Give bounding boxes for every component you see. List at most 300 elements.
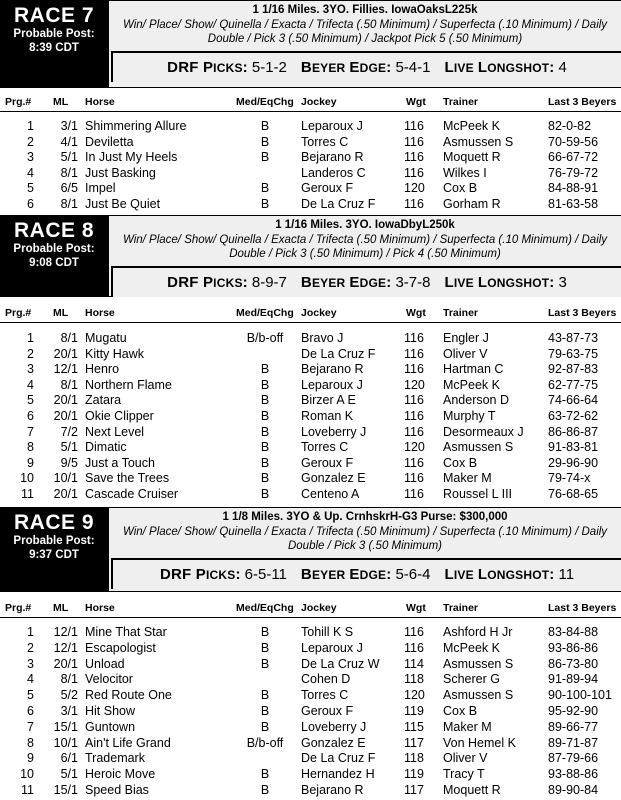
post-time: 9:37 CDT [29,549,79,561]
entry-wgt: 116 [404,471,424,486]
entry-prg: 2 [27,134,34,149]
entry-wgt: 119 [404,767,424,782]
edge-label-rest: DGE [359,61,387,75]
entry-jockey: De La Cruz F [301,346,376,361]
entry-beyers: 62-77-75 [548,377,599,392]
column-header-med: Med/EqChg [236,307,294,319]
entry-prg: 9 [27,751,34,766]
live-longshot-value: 4 [558,59,567,76]
picks-bar [111,558,621,589]
beyer-label [301,59,346,76]
entry-row [0,393,621,407]
entry-trainer: Cox B [443,704,478,718]
entry-prg: 1 [27,119,34,133]
entry-wgt: 116 [404,134,424,149]
entry-horse: Dimatic [85,440,127,455]
entry-horse: Zatara [85,393,122,408]
entry-horse: Red Route One [85,688,172,703]
column-header-horse: Horse [85,602,115,614]
entry-trainer: Hartman C [443,362,504,377]
beyer-edge-value: 5-4-1 [395,59,431,76]
entry-prg: 7 [27,424,34,439]
entry-beyers: 93-88-86 [548,767,599,782]
entry-horse: Just Be Quiet [85,197,161,211]
drf-picks-label-rest: ICKS [205,568,236,582]
entry-row [0,487,621,501]
entry-wgt: 116 [404,455,424,470]
entry-horse: Henro [85,362,120,377]
entry-row [0,641,621,655]
entry-prg: 8 [27,440,34,455]
entry-horse: Mine That Star [85,625,167,639]
edge-label [349,566,386,583]
entry-ml: 12/1 [53,625,78,639]
entry-wgt: 116 [404,119,424,133]
entry-ml: 6/5 [60,181,78,196]
entry-wgt: 116 [404,165,424,180]
entry-jockey: Loveberry J [301,719,367,734]
entry-wgt: 116 [404,424,424,439]
longshot-label-initial: L [477,59,488,76]
beyer-edge-value: 5-6-4 [395,566,431,583]
entry-wgt: 114 [404,656,424,671]
race-info [108,1,621,87]
entry-jockey: Torres C [301,134,349,149]
entry-row [0,471,621,485]
entry-horse: Just a Touch [85,455,155,470]
entry-trainer: Moquett R [443,150,501,165]
entry-ml: 8/1 [60,377,78,392]
entry-jockey: Geroux F [301,704,354,718]
race-header [0,507,621,592]
live-label [444,59,473,76]
entry-beyers: 87-79-66 [548,751,599,766]
column-header-prg: Prg.# [5,96,32,108]
edge-label [349,59,386,76]
live-label-initial: L [444,566,454,583]
entry-horse: Unload [85,656,125,671]
entry-jockey: Leparoux J [301,119,363,133]
entry-ml: 8/1 [60,197,78,211]
entry-ml: 20/1 [53,487,78,501]
entry-med: B [260,134,270,149]
live-longshot-colon: : [549,59,555,76]
entry-ml: 5/2 [60,688,78,703]
beyer-label-initial: B [300,566,312,583]
entry-row [0,425,621,439]
column-header-row [0,96,621,112]
entry-wgt: 120 [404,440,425,455]
entry-horse: Velocitor [85,672,133,687]
entry-jockey: Torres C [301,688,349,703]
entry-jockey: De La Cruz F [301,197,376,211]
entry-med: B [260,625,270,639]
entry-prg: 6 [27,409,34,423]
column-header-beyers: Last 3 Beyers [548,96,617,108]
entry-jockey: Cohen D [301,672,351,687]
post-time: 8:39 CDT [29,42,79,54]
entry-prg: 4 [27,377,34,392]
longshot-label-initial: L [477,566,488,583]
edge-label-rest: DGE [359,276,387,290]
beyer-label-rest: EYER [311,276,346,290]
entry-prg: 1 [27,331,34,345]
entry-jockey: Gonzalez E [301,735,366,750]
entry-med: B [260,640,270,655]
entry-jockey: De La Cruz W [301,656,380,671]
entry-row [0,672,621,686]
entry-jockey: Landeros C [301,165,366,180]
entry-med: B/b-off [246,331,284,345]
entry-ml: 5/1 [60,150,78,165]
entry-beyers: 91-83-81 [548,440,599,455]
entry-jockey: Bejarano R [301,783,364,797]
entry-ml: 8/1 [60,672,78,687]
entry-jockey: Centeno A [301,487,360,501]
picks-bar [111,51,621,82]
entry-ml: 20/1 [53,346,78,361]
entry-prg: 8 [27,735,34,750]
race-header [0,215,621,297]
live-label [444,566,473,583]
entry-row [0,736,621,750]
entry-trainer: Roussel L III [443,487,513,501]
entry-beyers: 83-84-88 [548,625,599,639]
entry-beyers: 76-68-65 [548,487,599,501]
entry-horse: In Just My Heels [85,150,178,165]
entry-row [0,166,621,180]
edge-label-initial: E [349,274,360,291]
entry-ml: 12/1 [53,362,78,377]
entry-med: B [260,767,270,782]
entry-med: B [260,377,270,392]
entry-jockey: Roman K [301,409,354,423]
entry-jockey: Bejarano R [301,150,364,165]
entry-prg: 9 [27,455,34,470]
entry-horse: Shimmering Allure [85,119,187,133]
entry-ml: 20/1 [53,393,78,408]
entry-jockey: De La Cruz F [301,751,376,766]
column-header-horse: Horse [85,307,115,319]
drf-picks-colon: : [242,274,248,291]
race-wagers: Win/ Place/ Show/ Quinella / Exacta / Trifecta (.50 Minimum) / Superfecta (.10 Minimum) / Daily Double / Pick 3 (.50 Minimum) [122,526,608,552]
entry-beyers: 79-63-75 [548,346,599,361]
beyer-label-initial: B [300,59,312,76]
entry-med: B [260,688,270,703]
entry-wgt: 116 [404,346,424,361]
entry-trainer: Asmussen S [443,656,514,671]
entry-med: B [260,197,270,211]
entry-row [0,720,621,734]
entry-wgt: 116 [404,393,424,408]
drf-picks-label-initial: DRF P [167,274,214,291]
entry-jockey: Loveberry J [301,424,367,439]
entry-ml: 15/1 [53,783,78,797]
entry-horse: Mugatu [85,331,127,345]
entry-horse: Heroic Move [85,767,156,782]
entry-prg: 4 [27,165,34,180]
probable-post-label: Probable Post: [13,28,95,40]
entry-wgt: 116 [404,625,424,639]
entry-row [0,625,621,639]
longshot-label [478,59,549,76]
entry-jockey: Tohill K S [301,625,354,639]
entry-wgt: 116 [404,331,424,345]
entry-beyers: 91-89-94 [548,672,599,687]
entry-jockey: Torres C [301,440,349,455]
column-header-jockey: Jockey [301,96,337,108]
entry-horse: Next Level [85,424,145,439]
post-time: 9:08 CDT [29,257,79,269]
beyer-edge-colon: : [386,274,392,291]
entry-med: B [260,181,270,196]
entry-prg: 5 [27,688,34,703]
entry-beyers: 66-67-72 [548,150,599,165]
entry-wgt: 118 [404,672,424,687]
entry-horse: Save the Trees [85,471,170,486]
entry-trainer: McPeek K [443,119,500,133]
entry-beyers: 43-87-73 [548,331,599,345]
entry-row [0,657,621,671]
entry-beyers: 89-90-84 [548,783,599,797]
longshot-label-initial: L [477,274,488,291]
entry-ml: 12/1 [53,640,78,655]
drf-picks-label-rest: ICKS [213,61,243,75]
entry-row [0,767,621,781]
entry-jockey: Geroux F [301,181,354,196]
entry-prg: 11 [21,783,34,797]
longshot-label-rest: ONGSHOT [487,568,550,582]
entry-jockey: Bravo J [301,331,344,345]
drf-picks-label-initial: DRF P [167,59,214,76]
entry-med: B [260,783,270,797]
entry-beyers: 86-86-87 [548,424,599,439]
entry-trainer: Asmussen S [443,440,514,455]
entry-wgt: 116 [404,150,424,165]
column-header-med: Med/EqChg [236,96,294,108]
race-number-box [0,216,108,296]
entry-jockey: Geroux F [301,455,354,470]
entry-beyers: 74-66-64 [548,393,599,408]
race-info [108,216,621,296]
column-header-row [0,602,621,618]
beyer-edge-value: 3-7-8 [395,274,431,291]
entry-wgt: 120 [404,688,425,703]
entry-trainer: Oliver V [443,346,488,361]
entry-beyers: 86-73-80 [548,656,599,671]
edge-label-rest: DGE [359,568,387,582]
entry-ml: 20/1 [53,656,78,671]
entry-wgt: 116 [404,362,424,377]
entry-prg: 3 [27,150,34,165]
column-header-wgt: Wgt [406,602,426,614]
entry-wgt: 116 [404,640,424,655]
probable-post-label: Probable Post: [13,243,95,255]
entry-prg: 2 [27,346,34,361]
entry-ml: 9/5 [60,455,78,470]
entry-trainer: Asmussen S [443,688,514,703]
entry-prg: 5 [27,181,34,196]
entry-med: B [260,424,270,439]
entry-ml: 20/1 [53,409,78,423]
entry-jockey: Gonzalez E [301,471,366,486]
entry-med: B [260,150,270,165]
entry-beyers: 29-96-90 [548,455,599,470]
entry-trainer: Wilkes I [443,165,487,180]
drf-picks-value: 8-9-7 [251,274,287,291]
drf-picks-label [160,566,235,583]
entry-wgt: 120 [404,181,425,196]
entry-row [0,783,621,797]
entry-beyers: 93-86-86 [548,640,599,655]
entry-med: B [260,471,270,486]
entry-row [0,456,621,470]
entry-horse: Okie Clipper [85,409,154,423]
entry-med: B/b-off [246,735,284,750]
entry-med: B [260,487,270,501]
column-header-prg: Prg.# [5,307,32,319]
drf-picks-colon: : [235,566,241,583]
entry-wgt: 115 [404,719,424,734]
entry-row [0,751,621,765]
entry-prg: 3 [27,656,34,671]
entry-horse: Cascade Cruiser [85,487,179,501]
column-header-trainer: Trainer [443,96,479,108]
edge-label [349,274,386,291]
live-longshot-value: 11 [558,566,575,583]
longshot-label-rest: ONGSHOT [487,61,550,75]
entry-prg: 6 [27,704,34,718]
entry-med: B [260,119,270,133]
entry-row [0,150,621,164]
entry-ml: 5/1 [60,767,78,782]
beyer-label [301,566,346,583]
column-header-beyers: Last 3 Beyers [548,602,617,614]
column-header-beyers: Last 3 Beyers [548,307,617,319]
column-header-row [0,307,621,323]
entry-med: B [260,409,270,423]
entry-beyers: 70-59-56 [548,134,599,149]
entry-row [0,688,621,702]
race-info [108,508,621,591]
edge-label-initial: E [349,59,360,76]
race-conditions: 1 1/16 Miles. 3YO. Fillies. IowaOaksL225k [252,4,478,16]
entry-row [0,409,621,423]
entry-row [0,331,621,345]
entry-beyers: 84-88-91 [548,181,599,196]
race-number: RACE 8 [13,219,95,242]
column-header-horse: Horse [85,96,115,108]
entry-prg: 1 [27,625,34,639]
entry-row [0,440,621,454]
beyer-label-rest: EYER [311,568,346,582]
entry-med: B [260,455,270,470]
entry-beyers: 81-63-58 [548,197,599,211]
entry-jockey: Leparoux J [301,377,363,392]
drf-picks-value: 6-5-11 [244,566,287,583]
live-label-initial: L [444,274,454,291]
race-conditions: 1 1/8 Miles. 3YO & Up. CrnhskrH-G3 Purse: $300,000 [222,511,508,523]
entry-beyers: 95-92-90 [548,704,599,718]
entry-row [0,347,621,361]
entry-ml: 8/1 [60,331,78,345]
entry-wgt: 116 [404,409,424,423]
entry-horse: Just Basking [85,165,156,180]
column-header-ml: ML [53,307,69,319]
entry-horse: Hit Show [85,704,136,718]
entry-trainer: Ashford H Jr [443,625,513,639]
entry-horse: Northern Flame [85,377,172,392]
longshot-label-rest: ONGSHOT [487,276,550,290]
drf-picks-label-rest: ICKS [213,276,243,290]
entry-jockey: Hernandez H [301,767,375,782]
entry-ml: 8/1 [60,165,78,180]
live-longshot-colon: : [549,274,555,291]
entry-trainer: Desormeaux J [443,424,524,439]
entry-ml: 4/1 [60,134,78,149]
entry-wgt: 116 [404,197,424,211]
column-header-med: Med/EqChg [236,602,294,614]
entry-prg: 4 [27,672,34,687]
drf-picks-label [167,274,242,291]
entry-trainer: Moquett R [443,783,501,797]
entry-prg: 3 [27,362,34,377]
longshot-label [478,274,549,291]
entry-prg: 10 [20,767,34,782]
entry-trainer: McPeek K [443,640,500,655]
entry-trainer: Oliver V [443,751,488,766]
drf-picks-label-initial: DRF P [159,566,206,583]
column-header-wgt: Wgt [406,307,426,319]
entry-trainer: Maker M [443,471,492,486]
entry-prg: 7 [27,719,34,734]
entry-ml: 6/1 [60,751,78,766]
entry-med: B [260,704,270,718]
entry-trainer: Murphy T [443,409,496,423]
entry-prg: 2 [27,640,34,655]
race-number: RACE 7 [13,4,95,27]
entry-prg: 6 [27,197,34,211]
column-header-trainer: Trainer [443,602,479,614]
entry-row [0,362,621,376]
entry-ml: 7/2 [60,424,78,439]
live-longshot-colon: : [549,566,555,583]
entry-trainer: Cox B [443,455,478,470]
entry-ml: 15/1 [53,719,78,734]
entry-ml: 10/1 [53,471,78,486]
entry-horse: Trademark [85,751,145,766]
entry-med: B [260,393,270,408]
probable-post-label: Probable Post: [13,535,95,547]
entry-ml: 5/1 [60,440,78,455]
entry-med: B [260,362,270,377]
picks-bar [111,266,621,297]
entry-ml: 3/1 [60,119,78,133]
entry-med: B [260,440,270,455]
entry-horse: Impel [85,181,116,196]
live-label-rest: IVE [453,61,474,75]
live-label [444,274,473,291]
column-header-jockey: Jockey [301,602,337,614]
column-header-ml: ML [53,96,69,108]
entry-wgt: 120 [404,377,425,392]
entry-beyers: 92-87-83 [548,362,599,377]
entry-prg: 10 [20,471,34,486]
column-header-wgt: Wgt [406,96,426,108]
entry-beyers: 90-100-101 [548,688,612,703]
entry-beyers: 89-66-77 [548,719,599,734]
entry-med: B [260,656,270,671]
